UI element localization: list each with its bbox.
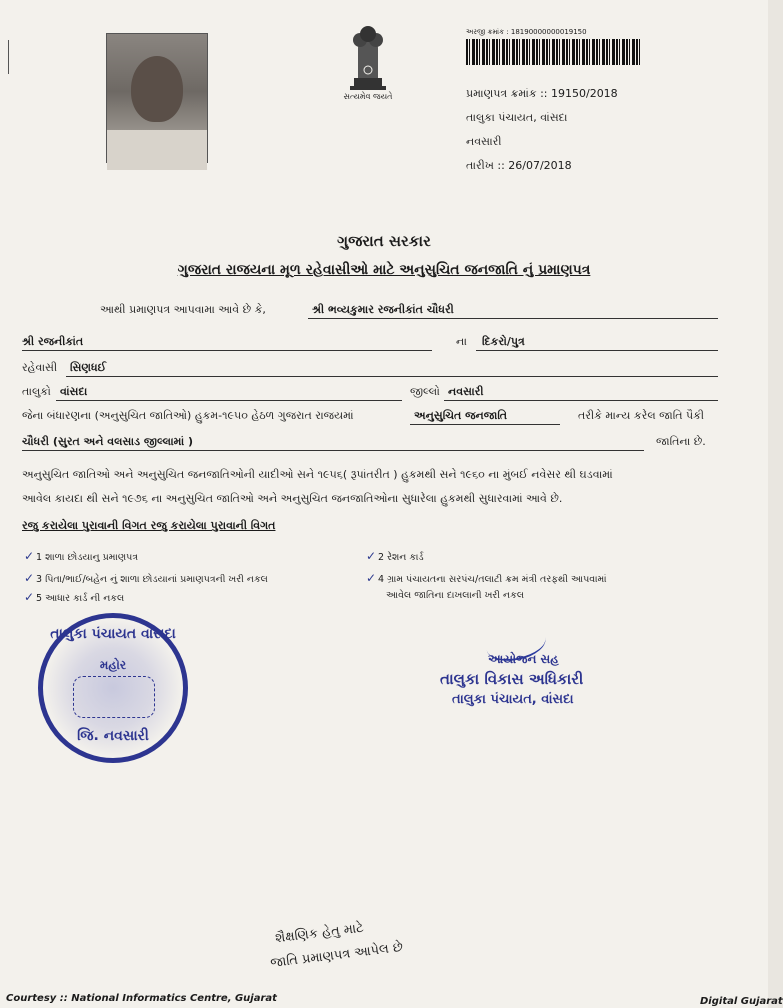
- national-emblem-icon: [340, 18, 396, 94]
- office-line-2: નવસારી: [466, 135, 502, 148]
- taluka-underline: [56, 400, 402, 401]
- resident-label: રહેવાસી: [22, 361, 58, 374]
- relation-value: દિકરો/પુત્ર: [482, 335, 525, 348]
- tick-mark-icon: ✓: [24, 549, 35, 563]
- relation-label: ના: [456, 335, 467, 348]
- seal-bottom-text: જિ. નવસારી: [77, 728, 149, 744]
- brand-footer: Digital Gujarat: [700, 996, 783, 1007]
- taluka-value: વાંસદા: [60, 385, 88, 398]
- emblem-caption: સત્યમેવ જયતે: [343, 92, 393, 101]
- legal-paragraph-line-1: અનુસુચિત જાતિઓ અને અનુસુચિત જનજાતિઓની યાદીઓ સને ૧૯૫૬( રૂપાંતરીત ) હુકમથી સને ૧૯૬૦ ના મુંબઈ નવેસર થી ઘડવામાં: [22, 468, 613, 481]
- barcode: [466, 39, 642, 65]
- courtesy-footer: Courtesy :: National Informatics Centre, Gujarat: [6, 993, 277, 1004]
- seal-emblem: [73, 676, 155, 718]
- legal-paragraph-line-2: આવેલ કાયદા થી સને ૧૯૭૬ ના અનુસુચિત જાતિઓ અને અનુસુચિત જનજાતિઓના સુધારેલા હુકમથી સુધારવામાં આવે છે.: [22, 492, 563, 505]
- government-title: ગુજરાત સરકાર: [337, 232, 431, 250]
- office-seal: [38, 613, 188, 763]
- documents-title: રજુ કરાયેલા પુરાવાની વિગત રજુ કરાયેલા પુરાવાની વિગત: [22, 519, 276, 532]
- margin-mark: [8, 40, 15, 74]
- district-value: નવસારી: [448, 385, 484, 398]
- application-number: અરજી ક્રમાંક : 18190000000019150: [466, 28, 587, 36]
- recognized-text: તરીકે માન્ય કરેલ જાતિ પૈકી: [578, 409, 705, 422]
- officer-office: તાલુકા પંચાયત, વાંસદા: [452, 692, 574, 707]
- caste-suffix: જાતિના છે.: [656, 435, 706, 448]
- handwritten-note-line-1: શૈક્ષણિક હેતુ માટે: [274, 920, 365, 947]
- caste-underline: [22, 450, 644, 451]
- officer-designation: તાલુકા વિકાસ અધિકારી: [440, 670, 584, 688]
- seal-middle-text: મહોર: [99, 658, 127, 672]
- tick-mark-icon: ✓: [366, 549, 377, 563]
- document-item: 1 શાળા છોડયાનુ પ્રમાણપત્ર: [36, 552, 139, 563]
- applicant-photo: [106, 33, 208, 163]
- taluka-label: તાલુકો: [22, 385, 51, 398]
- document-item: 2 રેશન કાર્ડ: [378, 552, 424, 563]
- certificate-title: ગુજરાત રાજયના મૂળ રહેવાસીઓ માટે અનુસુચિત જનજાતિ નું પ્રમાણપત્ર: [177, 262, 591, 278]
- district-underline: [444, 400, 718, 401]
- document-item: 5 આધાર કાર્ડ ની નકલ: [36, 593, 125, 604]
- officer-line-1: આયોજન સહ: [488, 652, 559, 666]
- photo-face: [131, 56, 183, 122]
- name-underline: [308, 318, 718, 319]
- resident-underline: [66, 376, 718, 377]
- tick-mark-icon: ✓: [24, 571, 35, 585]
- handwritten-note-line-2: જાતિ પ્રમાણપત્ર આપેલ છે: [269, 939, 404, 972]
- issue-date: તારીખ :: 26/07/2018: [466, 159, 572, 172]
- caste-value: ચૌધરી (સુરત અને વલસાડ જીલ્લામાં ): [22, 435, 194, 448]
- document-item: 3 પિતા/ભાઈ/બહેન નું શાળા છોડયાનાં પ્રમાણપત્રની ખરી નકલ: [36, 574, 268, 585]
- certificate-info: [466, 28, 666, 173]
- order-text: જેના બંધારણના (અનુસુચિત જાતિઓ) હુકમ-૧૯૫૦ હેઠળ ગુજરાત રાજયમાં: [22, 409, 354, 422]
- tick-mark-icon: ✓: [24, 590, 35, 604]
- office-line-1: તાલુકા પંચાયત, વાંસદા: [466, 111, 568, 124]
- photo-shirt: [107, 130, 207, 170]
- seal-top-text: તાલુકા પંચાયત વાંસદા: [50, 626, 176, 642]
- relation-underline: [476, 350, 718, 351]
- district-label: જીલ્લો: [410, 385, 440, 398]
- tick-mark-icon: ✓: [366, 571, 377, 585]
- category-value: અનુસુચિત જનજાતિ: [414, 409, 508, 422]
- category-underline: [410, 424, 560, 425]
- resident-value: સિણધઈ: [70, 361, 107, 374]
- applicant-name: શ્રી ભવ્યકુમાર રજનીકાંત ચૌધરી: [312, 303, 454, 316]
- document-item: 4 ગ્રામ પંચાયતના સરપંચ/તલાટી ક્રમ મંત્રી તરફથી આપવામાં: [378, 574, 607, 585]
- certificate-number: પ્રમાણપત્ર ક્રમાંક :: 19150/2018: [466, 87, 618, 100]
- intro-text: આથી પ્રમાણપત્ર આપવામા આવે છે કે,: [100, 303, 266, 316]
- document-item: આવેલ જાતિના દાખલાની ખરી નકલ: [386, 590, 525, 601]
- father-name: શ્રી રજનીકાંત: [22, 335, 84, 348]
- father-underline: [22, 350, 432, 351]
